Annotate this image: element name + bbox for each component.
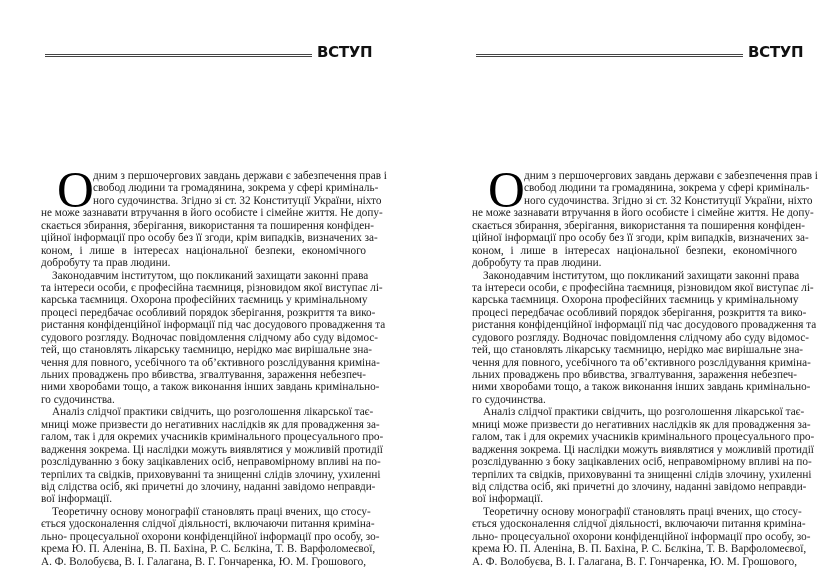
- text-line: терпілих та свідків, приховуванні та знищенні слідів злочину, ухиленні: [472, 468, 812, 481]
- text-line: вої інформації.: [41, 493, 113, 506]
- text-line: ристання конфіденційної інформації під час досудового провадження та: [41, 319, 386, 332]
- text-line: дним з першочергових завдань держави є забезпечення прав і: [93, 170, 387, 182]
- text-line: карська таємниця. Охорона професійних таємниць у кримінальному: [472, 294, 799, 307]
- text-line: ного судочинства. Згідно зі ст. 32 Конституції України, ніхто: [524, 194, 813, 207]
- body-text: [41, 163, 387, 568]
- text-line: ційної інформації про особу без її згоди, крім випадків, визначених за-: [41, 232, 378, 245]
- text-line: дним з першочергових завдань держави є забезпечення прав і: [524, 170, 818, 182]
- text-line: А. Ф. Волобуєва, В. І. Галагана, В. Г. Гончаренка, Ю. М. Грошового,: [41, 555, 366, 568]
- text-line: го судочинства.: [472, 393, 546, 406]
- text-line: Аналіз слідчої практики свідчить, що розголошення лікарської тає-: [483, 406, 805, 419]
- text-line: судового розгляду. Водночас повідомлення слідчому або суду відомос-: [41, 331, 379, 344]
- drop-cap: О: [488, 163, 525, 219]
- text-line: вадження зокрема. Ці наслідки можуть виявлятися у можливій протидії: [41, 443, 383, 456]
- text-line: та інтереси особи, є професійна таємниця, різновидом якої виступає лі-: [472, 281, 814, 294]
- text-line: Законодавчим інститутом, що покликаний захищати законні права: [52, 269, 369, 282]
- text-line: свобод людини та громадянина, зокрема у сфері криміналь-: [524, 182, 810, 195]
- text-line: процесі передбачає особливий порядок зберігання, розкриття та вико-: [41, 306, 376, 319]
- text-line: Законодавчим інститутом, що покликаний захищати законні права: [483, 269, 800, 282]
- text-line: Теоретичну основу монографії становлять праці вчених, що стосу-: [483, 505, 802, 518]
- text-line: мниці може призвести до негативних наслідків як для провадження за-: [472, 418, 811, 431]
- text-line: добробуту та прав людини.: [472, 257, 602, 270]
- text-line: та інтереси особи, є професійна таємниця, різновидом якої виступає лі-: [41, 281, 383, 294]
- text-line: Теоретичну основу монографії становлять праці вчених, що стосу-: [52, 505, 371, 518]
- text-line: розслідуванню з боку зацікавлених осіб, неправомірному впливі на по-: [472, 456, 812, 469]
- header-rule: [476, 54, 743, 57]
- text-line: А. Ф. Волобуєва, В. І. Галагана, В. Г. Гончаренка, Ю. М. Грошового,: [472, 555, 797, 568]
- text-line: карська таємниця. Охорона професійних таємниць у кримінальному: [41, 294, 368, 307]
- text-line: ється удосконалення слідчої діяльності, включаючи питання криміна-: [41, 518, 375, 531]
- text-line: терпілих та свідків, приховуванні та знищенні слідів злочину, ухиленні: [41, 468, 381, 481]
- text-line: го судочинства.: [41, 393, 115, 406]
- text-line: скається збирання, зберігання, використання та поширення конфіден-: [472, 219, 805, 232]
- text-line: не може зазнавати втручання в його особисте і сімейне життя. Не допу-: [41, 207, 383, 220]
- text-line: ється удосконалення слідчої діяльності, включаючи питання криміна-: [472, 518, 806, 531]
- body-text: [472, 163, 818, 568]
- text-line: ного судочинства. Згідно зі ст. 32 Конституції України, ніхто: [93, 194, 382, 207]
- text-line: розслідуванню з боку зацікавлених осіб, неправомірному впливі на по-: [41, 456, 381, 469]
- text-line: скається збирання, зберігання, використання та поширення конфіден-: [41, 219, 374, 232]
- text-line: ними хворобами тощо, а також виконання інших завдань кримінально-: [472, 381, 811, 394]
- text-line: тей, що становлять лікарську таємницю, нерідко має вирішальне зна-: [472, 344, 804, 357]
- text-line: мниці може призвести до негативних наслідків як для провадження за-: [41, 418, 380, 431]
- text-line: льно- процесуальної охорони конфіденційної інформації про особу, зо-: [472, 530, 811, 543]
- text-line: добробуту та прав людини.: [41, 257, 171, 270]
- text-line: крема Ю. П. Аленіна, В. П. Бахіна, Р. С. Бєлкіна, Т. В. Варфоломеєвої,: [41, 543, 376, 556]
- drop-cap: О: [57, 163, 94, 219]
- text-line: процесі передбачає особливий порядок зберігання, розкриття та вико-: [472, 306, 807, 319]
- text-line: льних проваджень про вбивства, згвалтування, зараження небезпеч-: [472, 369, 797, 381]
- text-line: коном, і лише в інтересах національної безпеки, економічного: [41, 244, 366, 257]
- text-line: ційної інформації про особу без її згоди, крім випадків, визначених за-: [472, 232, 809, 245]
- text-line: тей, що становлять лікарську таємницю, нерідко має вирішальне зна-: [41, 344, 373, 357]
- text-line: галом, так і для окремих учасників кримінального процесуального про-: [472, 431, 815, 444]
- page-header-title: ВСТУП: [748, 43, 804, 61]
- text-line: вадження зокрема. Ці наслідки можуть виявлятися у можливій протидії: [472, 443, 814, 456]
- text-line: чення для повного, усебічного та об’єктивного розслідування кримінa-: [41, 356, 380, 369]
- right-page: [413, 0, 826, 582]
- text-line: льно- процесуальної охорони конфіденційної інформації про особу, зо-: [41, 530, 380, 543]
- text-line: крема Ю. П. Аленіна, В. П. Бахіна, Р. С. Бєлкіна, Т. В. Варфоломеєвої,: [472, 543, 807, 556]
- text-line: судового розгляду. Водночас повідомлення слідчому або суду відомос-: [472, 331, 810, 344]
- text-line: чення для повного, усебічного та об’єктивного розслідування криміна-: [472, 356, 811, 369]
- text-line: вої інформації.: [472, 493, 544, 506]
- header-rule: [45, 54, 312, 57]
- text-line: від слідства осіб, які причетні до злочину, наданні завідомо неправди-: [472, 480, 807, 493]
- text-line: ними хворобами тощо, а також виконання інших завдань кримінально-: [41, 381, 380, 394]
- text-line: Аналіз слідчої практики свідчить, що розголошення лікарської тає-: [52, 406, 374, 419]
- text-line: не може зазнавати втручання в його особисте і сімейне життя. Не допу-: [472, 207, 814, 220]
- text-line: галом, так і для окремих учасників кримінального процесуального про-: [41, 431, 384, 444]
- page-header-title: ВСТУП: [317, 43, 373, 61]
- text-line: свобод людини та громадянина, зокрема у сфері криміналь-: [93, 182, 379, 195]
- text-line: від слідства осіб, які причетні до злочину, наданні завідомо неправди-: [41, 480, 376, 493]
- text-line: льних проваджень про вбивства, згвалтування, зараження небезпеч-: [41, 369, 366, 381]
- text-line: ристання конфіденційної інформації під час досудового провадження та: [472, 319, 817, 332]
- text-line: коном, і лише в інтересах національної безпеки, економічного: [472, 244, 797, 257]
